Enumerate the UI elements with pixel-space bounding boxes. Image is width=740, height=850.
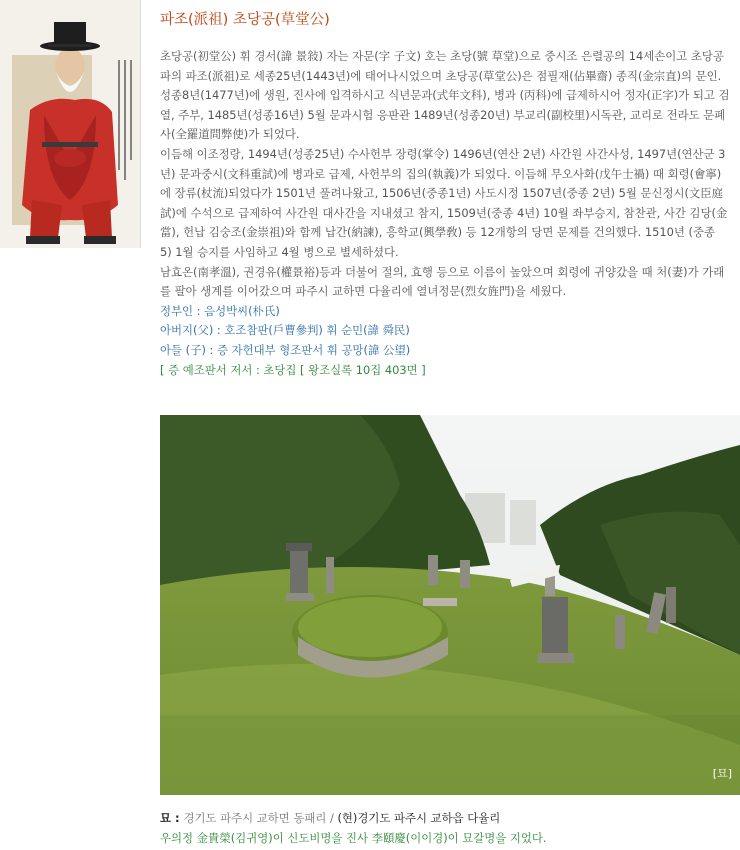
- father-line: 아버지(父) : 호조참판(戶曹參判) 휘 순민(諱 舜民): [160, 323, 410, 338]
- biography-text: [160, 47, 730, 380]
- source-line: [ 증 예조판서 저서 : 초당집 [ 왕조실록 10집 403면 ]: [160, 362, 426, 377]
- spouse-line: 정부인 : 음성박씨(朴氏): [160, 303, 280, 318]
- biography-paragraph: 이듬해 이조정랑, 1494년(성종25년) 수사헌부 장령(掌令) 1496년(연산 2년) 사간원 사간사성, 1497년(연산군 3년) 문과중시(文科重試)에 병과로 급제, 사헌부의 집의(執義)가 되었다. 이듬해 무오사화(戊午士禍) 때 회령(會寧)에 장류(杖流)되었다가 1501년 풀려나왔고, 1506년(중종1년) 사도시정 1507년(중종 2년) 5월 문신정시(文臣庭試)에 수석으로 급제하여 사간원 대사간을 지내셨고 참지, 1509년(중종 4년) 10월 좌부승지, 참찬관, 사간 김당(金當), 헌납 김숭조(金崇祖)와 함께 납간(納諫), 흥학교(興學敎) 등 12개항의 당면 문제를 건의했다. 1510년 (중종 5) 1월 승지를 사임하고 4월 병으로 별세하셨다.: [160, 146, 728, 259]
- tomb-caption: [160, 808, 735, 848]
- tomb-note: 우의정 金貴榮(김귀영)이 신도비명을 진사 李頤慶(이이경)이 묘갈명을 지었다.: [160, 831, 547, 845]
- son-line: 아들 (子) : 증 자헌대부 형조판서 휘 공망(諱 公望): [160, 342, 411, 357]
- biography-paragraph: 초당공(初堂公) 휘 경서(諱 景敍) 자는 자문(字 子文) 호는 초당(號 草堂)으로 중시조 은렬공의 14세손이고 초당공파의 파조(派祖)로 세종25년(1443년)에 태어나시었으며 초당공(草堂公)은 점필재(佔畢齋) 종직(金宗直)의 문인. 성종8년(1477년)에 생원, 진사에 입격하시고 식년문과(式年文科), 병과 (丙科)에 급제하시어 정자(正字)가 되고 검열, 주부, 1485년(성종16년) 5월 문과시험 응판관 1489년(성종20년) 부교리(副校里)시독관, 교리로 전라도 문폐사(全羅道問弊使)가 되었다.: [160, 49, 730, 142]
- tomb-label: 묘 :: [160, 811, 184, 825]
- tomb-photo: [160, 415, 740, 795]
- page-title: 파조(派祖) 초당공(草堂公): [160, 12, 330, 28]
- new-address: (현)경기도 파주시 교하읍 다율리: [337, 811, 501, 825]
- tomb-photo-drawing: [160, 415, 740, 795]
- portrait-image: [0, 0, 141, 248]
- old-address: 경기도 파주시 교하면 동패리 /: [183, 811, 338, 825]
- portrait-drawing: [0, 0, 140, 248]
- biography-paragraph: 남효온(南孝溫), 권경유(權景裕)등과 더불어 절의, 효행 등으로 이름이 높았으며 회령에 귀양갔을 때 처(妻)가 가래를 팔아 생계를 이어갔으며 파주시 교하면 다율리에 열녀정문(烈女旌門)을 세웠다.: [160, 264, 725, 299]
- tomb-address-line: [160, 808, 735, 828]
- photo-tag: [묘]: [712, 767, 732, 780]
